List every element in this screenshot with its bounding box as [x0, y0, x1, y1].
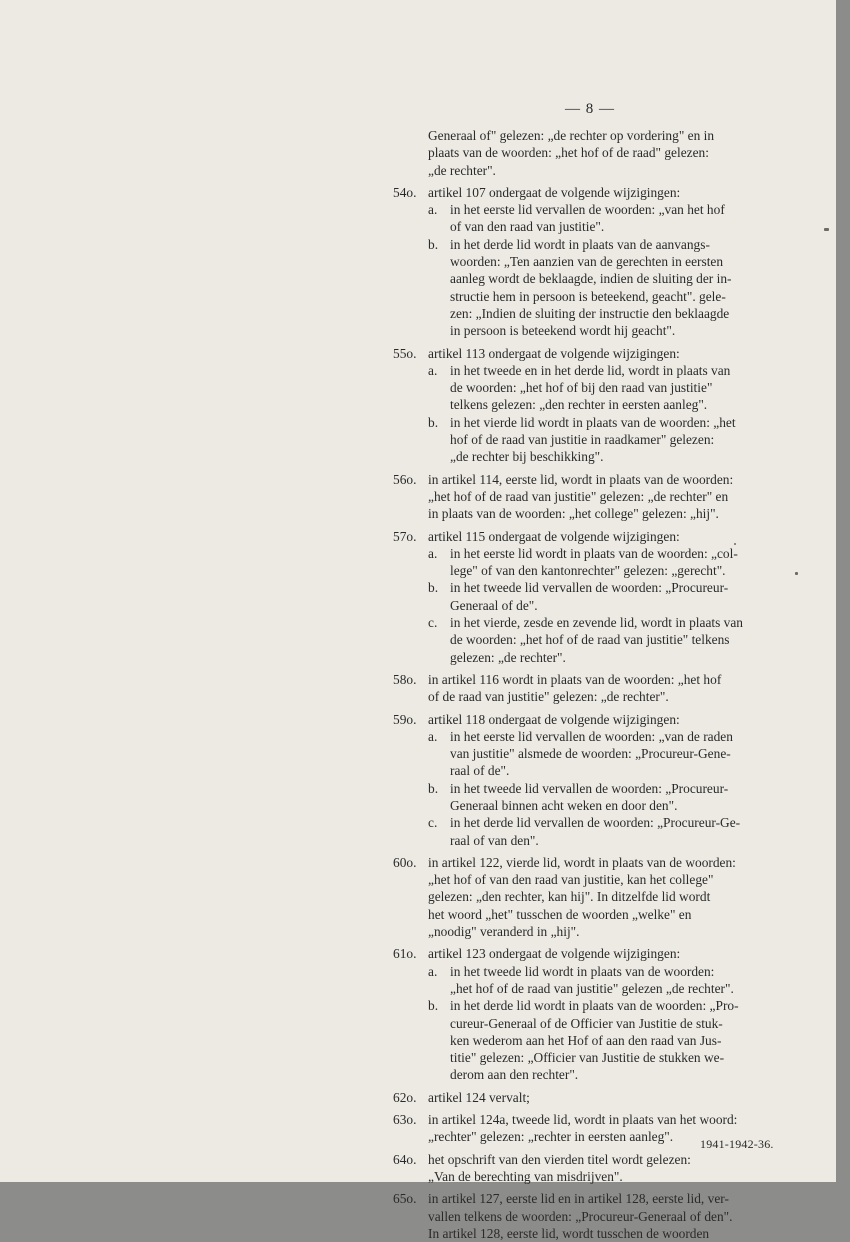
entry-number: 56o.	[393, 471, 417, 487]
text-line: „rechter" gelezen: „rechter in eersten aanleg".	[428, 1129, 674, 1145]
text-line: derom aan den rechter".	[450, 1067, 579, 1083]
article-entry	[363, 671, 783, 706]
text-line: het woord „het" tusschen de woorden „welke" en	[428, 906, 692, 922]
text-line: artikel 124 vervalt;	[428, 1089, 530, 1105]
text-line: in het tweede lid wordt in plaats van de woorden:	[450, 963, 715, 979]
text-line: in het eerste lid vervallen de woorden: „van het hof	[450, 202, 725, 218]
text-line: in het derde lid wordt in plaats van de aanvangs-	[450, 236, 710, 252]
sub-item	[428, 362, 783, 414]
article-entry	[363, 854, 783, 940]
entry-number: 60o.	[393, 854, 417, 870]
article-entry	[363, 945, 783, 1083]
text-line: het opschrift van den vierden titel wordt gelezen:	[428, 1151, 691, 1167]
text-line: zen: „Indien de sluiting der instructie den beklaagde	[450, 305, 730, 321]
text-line: „het hof of de raad van justitie" gelezen „de rechter".	[450, 980, 734, 996]
entry-number: 57o.	[393, 528, 417, 544]
text-line: woorden: „Ten aanzien van de gerechten in eersten	[450, 254, 724, 270]
continued-paragraph	[363, 127, 783, 179]
document-body	[363, 127, 783, 1242]
scan-speck	[824, 228, 829, 231]
text-line: „Van de berechting van misdrijven".	[428, 1168, 623, 1184]
text-line: of de raad van justitie" gelezen: „de rechter".	[428, 689, 669, 705]
article-entry	[363, 528, 783, 666]
text-line: in het derde lid wordt in plaats van de woorden: „Pro-	[450, 998, 739, 1014]
article-entry	[363, 1190, 783, 1242]
text-line: in artikel 127, eerste lid en in artikel 128, eerste lid, ver-	[428, 1191, 729, 1207]
article-entry	[363, 1089, 783, 1106]
text-line: in het eerste lid wordt in plaats van de woorden: „col-	[450, 545, 738, 561]
sub-item-letter: b.	[428, 580, 439, 596]
text-line: gelezen: „den rechter, kan hij". In ditzelfde lid wordt	[428, 889, 711, 905]
text-line: raal of de".	[450, 763, 510, 779]
text-line: in het tweede lid vervallen de woorden: „Procureur-	[450, 580, 729, 596]
text-line: in artikel 122, vierde lid, wordt in plaats van de woorden:	[428, 854, 736, 870]
sub-item-letter: b.	[428, 236, 439, 252]
sub-item	[428, 780, 783, 815]
article-entry	[363, 471, 783, 523]
text-line: „het hof of de raad van justitie" gelezen: „de rechter" en	[428, 488, 729, 504]
sub-item	[428, 614, 783, 666]
text-line: cureur-Generaal of de Officier van Justitie de stuk-	[450, 1015, 723, 1031]
sub-item	[428, 963, 783, 998]
entry-number: 62o.	[393, 1089, 417, 1105]
text-line: gelezen: „de rechter".	[450, 649, 566, 665]
text-line: artikel 118 ondergaat de volgende wijzigingen:	[428, 711, 680, 727]
sub-item-letter: b.	[428, 998, 439, 1014]
text-line: van justitie" alsmede de woorden: „Procureur-Gene-	[450, 746, 731, 762]
text-line: vallen telkens de woorden: „Procureur-Generaal of den".	[428, 1208, 733, 1224]
text-line: of van den raad van justitie".	[450, 219, 605, 235]
entry-number: 61o.	[393, 946, 417, 962]
entry-number: 59o.	[393, 711, 417, 727]
text-line: artikel 107 ondergaat de volgende wijzigingen:	[428, 184, 681, 200]
text-line: lege" of van den kantonrechter" gelezen: „gerecht".	[450, 563, 726, 579]
entry-number: 54o.	[393, 184, 417, 200]
text-line: Generaal of de".	[450, 597, 538, 613]
sub-item	[428, 579, 783, 614]
text-line: „de rechter bij beschikking".	[450, 449, 604, 465]
sub-item-letter: a.	[428, 728, 438, 744]
text-line: in artikel 116 wordt in plaats van de woorden: „het hof	[428, 671, 722, 687]
text-line: „noodig" veranderd in „hij".	[428, 924, 580, 940]
sub-item-letter: c.	[428, 615, 438, 631]
article-entry	[363, 1151, 783, 1186]
sub-item	[428, 201, 783, 236]
text-line: „de rechter".	[428, 162, 496, 178]
text-line: in het tweede en in het derde lid, wordt in plaats van	[450, 362, 731, 378]
sub-item	[428, 728, 783, 780]
text-line: de woorden: „het hof of de raad van justitie" telkens	[450, 632, 730, 648]
text-line: in het vierde lid wordt in plaats van de woorden: „het	[450, 414, 736, 430]
text-line: artikel 113 ondergaat de volgende wijzigingen:	[428, 345, 680, 361]
article-entry	[363, 711, 783, 849]
article-entry	[363, 345, 783, 466]
sub-item-letter: c.	[428, 815, 438, 831]
entry-number: 65o.	[393, 1191, 417, 1207]
sub-item-letter: a.	[428, 362, 438, 378]
sub-item	[428, 814, 783, 849]
text-line: in het tweede lid vervallen de woorden: „Procureur-	[450, 780, 729, 796]
entry-number: 58o.	[393, 671, 417, 687]
entry-number: 63o.	[393, 1112, 417, 1128]
text-line: In artikel 128, eerste lid, wordt tusschen de woorden	[428, 1225, 710, 1241]
text-line: in het eerste lid vervallen de woorden: „van de raden	[450, 728, 733, 744]
text-line: aanleg wordt de beklaagde, indien de sluiting der in-	[450, 271, 732, 287]
text-line: structie hem in persoon is beteekend, geacht". gele-	[450, 288, 726, 304]
text-line: in het derde lid vervallen de woorden: „Procureur-Ge-	[450, 815, 741, 831]
sub-item	[428, 236, 783, 340]
sub-item-letter: a.	[428, 545, 438, 561]
page-number: — 8 —	[565, 101, 615, 117]
text-line: Generaal of" gelezen: „de rechter op vordering" en in	[428, 128, 715, 143]
sub-item	[428, 997, 783, 1083]
text-line: artikel 123 ondergaat de volgende wijzigingen:	[428, 946, 681, 962]
scan-speck	[734, 543, 736, 545]
scan-speck	[795, 572, 798, 575]
entry-number: 55o.	[393, 345, 417, 361]
sub-item-letter: a.	[428, 202, 438, 218]
article-entry	[363, 184, 783, 340]
sub-item	[428, 414, 783, 466]
document-reference: 1941-1942-36.	[700, 1137, 774, 1151]
text-line: „het hof of van den raad van justitie, kan het college"	[428, 872, 714, 888]
text-line: titie" gelezen: „Officier van Justitie de stukken we-	[450, 1050, 725, 1066]
sub-item	[428, 545, 783, 580]
entry-number: 64o.	[393, 1151, 417, 1167]
sub-item-letter: b.	[428, 414, 439, 430]
text-line: in het vierde, zesde en zevende lid, wordt in plaats van	[450, 615, 743, 631]
text-line: Generaal binnen acht weken en door den".	[450, 797, 678, 813]
text-line: ken wederom aan het Hof of aan den raad van Jus-	[450, 1032, 722, 1048]
text-line: in persoon is beteekend wordt hij geacht".	[450, 323, 676, 339]
text-line: hof of de raad van justitie in raadkamer" gelezen:	[450, 432, 715, 448]
text-line: in plaats van de woorden: „het college" gelezen: „hij".	[428, 506, 719, 522]
text-line: in artikel 114, eerste lid, wordt in plaats van de woorden:	[428, 471, 734, 487]
text-line: artikel 115 ondergaat de volgende wijzigingen:	[428, 528, 680, 544]
sub-item-letter: a.	[428, 963, 438, 979]
sub-item-letter: b.	[428, 780, 439, 796]
text-line: plaats van de woorden: „het hof of de raad" gelezen:	[428, 145, 709, 161]
text-line: de woorden: „het hof of bij den raad van justitie"	[450, 380, 713, 396]
text-line: raal of van den".	[450, 832, 539, 848]
text-line: in artikel 124a, tweede lid, wordt in plaats van het woord:	[428, 1112, 738, 1128]
text-line: telkens gelezen: „den rechter in eersten aanleg".	[450, 397, 708, 413]
